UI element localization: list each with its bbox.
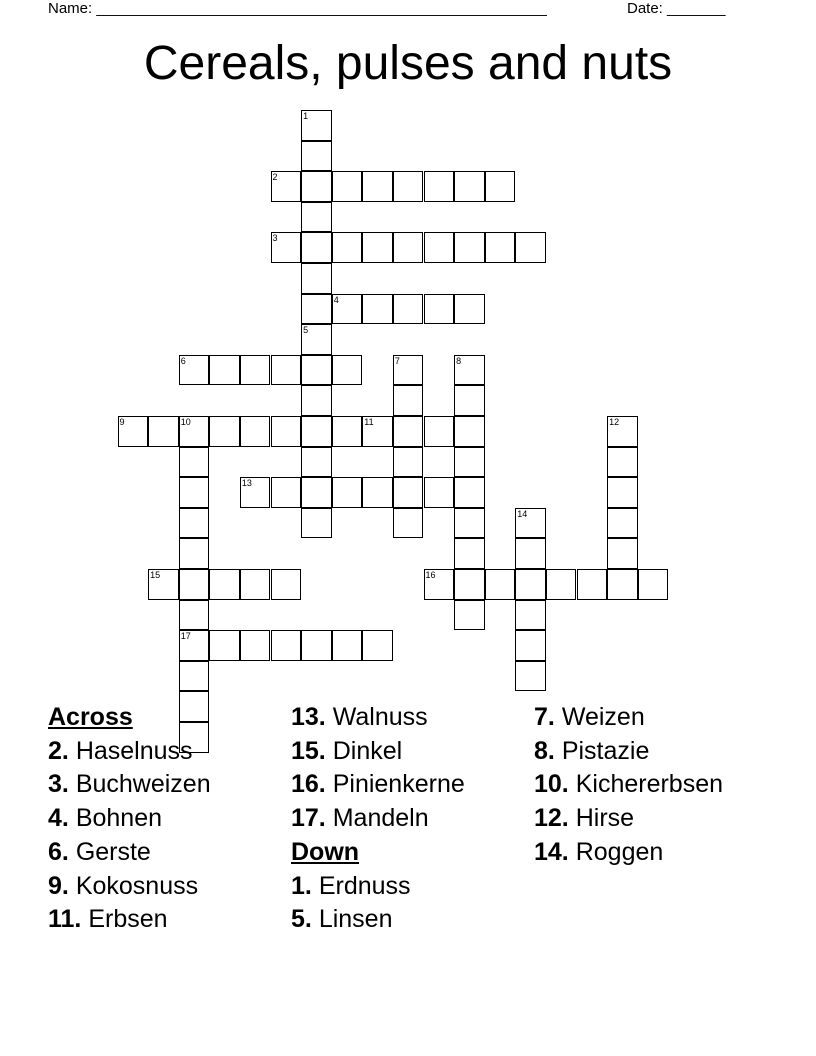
grid-cell[interactable] [332,630,363,661]
grid-cell[interactable] [332,294,363,325]
grid-cell[interactable] [240,569,271,600]
grid-cell[interactable] [179,538,210,569]
clue-across-11: 11. Erbsen [48,905,168,934]
grid-cell[interactable] [515,661,546,692]
cell-number: 7 [394,355,400,366]
clue-across-17: 17. Mandeln [291,804,429,833]
grid-cell[interactable] [362,416,393,447]
clue-across-2: 2. Haselnuss [48,736,193,765]
grid-cell[interactable] [301,447,332,478]
cell-number: 5 [303,325,309,336]
grid-cell[interactable] [209,630,240,661]
grid-cell[interactable] [393,508,424,539]
grid-cell[interactable] [332,355,363,386]
grid-cell[interactable] [301,232,332,263]
clue-across-6: 6. Gerste [48,837,151,866]
grid-cell[interactable] [209,355,240,386]
grid-cell[interactable] [515,600,546,631]
grid-cell[interactable] [148,416,179,447]
cell-number: 3 [272,233,278,244]
grid-cell[interactable] [271,630,302,661]
grid-cell[interactable] [515,569,546,600]
cell-number: 16 [425,570,436,580]
clue-across-3: 3. Buchweizen [48,770,211,799]
grid-cell[interactable] [179,477,210,508]
grid-cell[interactable] [454,600,485,631]
clue-down-10: 10. Kichererbsen [534,770,724,799]
grid-cell[interactable] [332,477,363,508]
grid-cell[interactable] [393,171,424,202]
grid-cell[interactable] [362,630,393,661]
grid-cell[interactable] [485,171,516,202]
grid-cell[interactable] [515,508,546,539]
grid-cell[interactable] [209,416,240,447]
grid-cell[interactable] [301,477,332,508]
cell-number: 8 [456,355,462,366]
clue-across-15: 15. Dinkel [291,736,403,765]
grid-cell[interactable] [393,477,424,508]
grid-cell[interactable] [179,600,210,631]
grid-cell[interactable] [179,508,210,539]
clue-down-14: 14. Roggen [534,837,664,866]
grid-cell[interactable] [424,569,455,600]
grid-cell[interactable] [454,447,485,478]
cell-number: 12 [609,417,620,427]
clue-column-2 [291,701,465,937]
grid-cell[interactable] [240,416,271,447]
grid-cell[interactable] [301,324,332,355]
grid-cell[interactable] [271,569,302,600]
cell-number: 10 [180,417,191,427]
grid-cell[interactable] [607,447,638,478]
clue-down-8: 8. Pistazie [534,736,650,765]
grid-cell[interactable] [179,416,210,447]
clue-across-4: 4. Bohnen [48,804,163,833]
grid-cell[interactable] [424,477,455,508]
grid-cell[interactable] [179,447,210,478]
grid-cell[interactable] [454,355,485,386]
page-title: Cereals, pulses and nuts [143,37,673,90]
grid-cell[interactable] [301,385,332,416]
grid-cell[interactable] [515,232,546,263]
grid-cell[interactable] [454,416,485,447]
cell-number: 11 [364,417,374,427]
grid-cell[interactable] [393,294,424,325]
grid-cell[interactable] [362,171,393,202]
cell-number: 4 [333,294,339,305]
grid-cell[interactable] [301,355,332,386]
grid-cell[interactable] [393,232,424,263]
date-field[interactable]: Date: _______ [627,0,726,17]
grid-cell[interactable] [301,202,332,233]
grid-cell[interactable] [301,171,332,202]
clue-column-3 [534,701,723,870]
grid-cell[interactable] [362,477,393,508]
grid-cell[interactable] [454,477,485,508]
grid-cell[interactable] [332,232,363,263]
cell-number: 2 [272,172,278,183]
grid-cell[interactable] [424,416,455,447]
grid-cell[interactable] [240,355,271,386]
clue-column-1 [48,701,211,937]
clue-across-16: 16. Pinienkerne [291,770,465,799]
cell-number: 1 [303,111,309,121]
grid-cell[interactable] [271,355,302,386]
grid-cell[interactable] [577,569,608,600]
grid-cell[interactable] [148,569,179,600]
clue-down-5: 5. Linsen [291,905,393,934]
cell-number: 13 [241,478,252,489]
grid-cell[interactable] [362,232,393,263]
cell-number: 14 [517,508,528,519]
grid-cell[interactable] [485,569,516,600]
grid-cell[interactable] [271,171,302,202]
grid-cell[interactable] [240,630,271,661]
grid-cell[interactable] [424,294,455,325]
grid-cell[interactable] [607,508,638,539]
grid-cell[interactable] [546,569,577,600]
grid-cell[interactable] [424,171,455,202]
grid-cell[interactable] [240,477,271,508]
clue-down-7: 7. Weizen [534,703,645,731]
grid-cell[interactable] [485,232,516,263]
grid-cell[interactable] [454,508,485,539]
grid-cell[interactable] [454,171,485,202]
grid-cell[interactable] [271,416,302,447]
grid-cell[interactable] [515,538,546,569]
grid-cell[interactable] [607,569,638,600]
name-field[interactable]: Name: ______________________________________________________ [48,0,547,17]
grid-cell[interactable] [607,477,638,508]
grid-cell[interactable] [179,630,210,661]
grid-cell[interactable] [454,538,485,569]
down-heading: Down [291,837,360,866]
grid-cell[interactable] [454,232,485,263]
grid-cell[interactable] [179,355,210,386]
clue-down-12: 12. Hirse [534,804,635,833]
grid-cell[interactable] [301,508,332,539]
grid-cell[interactable] [393,355,424,386]
clue-across-13: 13. Walnuss [291,703,428,731]
grid-cell[interactable] [638,569,669,600]
grid-cell[interactable] [424,232,455,263]
grid-cell[interactable] [118,416,149,447]
grid-cell[interactable] [301,630,332,661]
cell-number: 15 [150,570,161,580]
clue-down-1: 1. Erdnuss [291,871,411,900]
grid-cell[interactable] [179,569,210,600]
grid-cell[interactable] [271,232,302,263]
grid-cell[interactable] [454,569,485,600]
grid-cell[interactable] [301,141,332,172]
grid-cell[interactable] [301,110,332,141]
grid-cell[interactable] [301,263,332,294]
cell-number: 9 [119,417,125,427]
grid-cell[interactable] [454,385,485,416]
grid-cell[interactable] [393,416,424,447]
grid-cell[interactable] [209,569,240,600]
clue-across-9: 9. Kokosnuss [48,871,199,900]
grid-cell[interactable] [607,538,638,569]
grid-cell[interactable] [393,447,424,478]
grid-cell[interactable] [393,385,424,416]
across-heading: Across [48,703,133,731]
grid-cell[interactable] [332,416,363,447]
grid-cell[interactable] [362,294,393,325]
grid-cell[interactable] [301,294,332,325]
grid-cell[interactable] [607,416,638,447]
grid-cell[interactable] [301,416,332,447]
grid-cell[interactable] [515,630,546,661]
cell-number: 6 [180,355,186,366]
cell-number: 17 [180,631,191,642]
grid-cell[interactable] [454,294,485,325]
grid-cell[interactable] [179,661,210,692]
grid-cell[interactable] [271,477,302,508]
grid-cell[interactable] [332,171,363,202]
